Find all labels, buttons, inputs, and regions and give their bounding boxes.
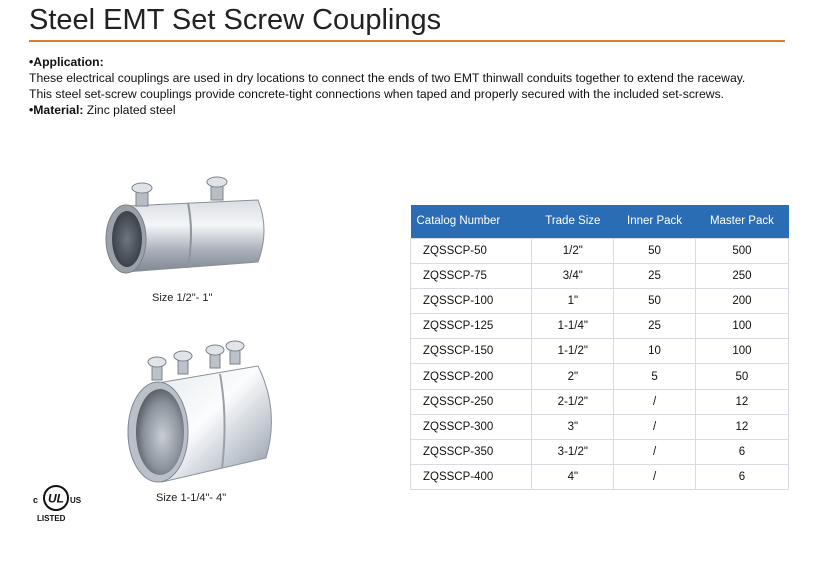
cell-trade-size: 2-1/2": [532, 389, 614, 414]
title-underline: [29, 40, 785, 42]
application-heading: •Application:: [29, 55, 104, 69]
header-master-pack: Master Pack: [695, 205, 788, 238]
large-coupling-image: [118, 340, 288, 490]
ul-listed-text: LISTED: [37, 514, 66, 523]
cell-trade-size: 3": [532, 414, 614, 439]
cell-trade-size: 1": [532, 288, 614, 313]
cell-catalog: ZQSSCP-125: [411, 314, 532, 339]
table-row: [411, 364, 789, 389]
cell-trade-size: 1-1/4": [532, 314, 614, 339]
table-row: [411, 465, 789, 490]
cell-catalog: ZQSSCP-250: [411, 389, 532, 414]
cell-master-pack: 12: [695, 414, 788, 439]
cell-inner-pack: 25: [614, 314, 696, 339]
cell-inner-pack: 10: [614, 339, 696, 364]
ul-c-letter: c: [33, 495, 39, 505]
cell-trade-size: 2": [532, 364, 614, 389]
header-inner-pack: Inner Pack: [614, 205, 696, 238]
table-row: [411, 314, 789, 339]
cell-catalog: ZQSSCP-200: [411, 364, 532, 389]
application-line-1: These electrical couplings are used in dry locations to connect the ends of two EMT thinwall conduits together to extend the raceway.: [29, 71, 746, 85]
ul-listed-logo: [30, 482, 90, 524]
table-row: [411, 389, 789, 414]
material-heading: •Material:: [29, 103, 84, 117]
ul-us-letters: US: [70, 496, 82, 505]
cell-inner-pack: 50: [614, 288, 696, 313]
table-row: [411, 238, 789, 263]
cell-master-pack: 50: [695, 364, 788, 389]
application-line-2: This steel set-screw couplings provide concrete-tight connections when taped and properly secured with the included set-screws.: [29, 87, 725, 101]
table-row: [411, 339, 789, 364]
cell-catalog: ZQSSCP-400: [411, 465, 532, 490]
table-header-row: [411, 205, 789, 238]
cell-trade-size: 3/4": [532, 263, 614, 288]
cell-inner-pack: /: [614, 389, 696, 414]
table-row: [411, 414, 789, 439]
ul-letters: UL: [48, 491, 64, 506]
header-catalog-number: Catalog Number: [411, 205, 532, 238]
description-block: [29, 54, 815, 118]
table-row: [411, 288, 789, 313]
cell-trade-size: 3-1/2": [532, 440, 614, 465]
table-row: [411, 263, 789, 288]
cell-inner-pack: /: [614, 465, 696, 490]
material-line: [29, 102, 815, 118]
cell-master-pack: 100: [695, 339, 788, 364]
small-coupling-image: [98, 172, 278, 292]
small-coupling-caption: Size 1/2"- 1": [152, 292, 213, 304]
material-value: Zinc plated steel: [83, 103, 176, 117]
cell-catalog: ZQSSCP-150: [411, 339, 532, 364]
cell-catalog: ZQSSCP-100: [411, 288, 532, 313]
cell-inner-pack: /: [614, 440, 696, 465]
cell-inner-pack: 50: [614, 238, 696, 263]
cell-master-pack: 12: [695, 389, 788, 414]
cell-catalog: ZQSSCP-350: [411, 440, 532, 465]
cell-catalog: ZQSSCP-50: [411, 238, 532, 263]
cell-inner-pack: 5: [614, 364, 696, 389]
cell-master-pack: 200: [695, 288, 788, 313]
spec-table: [410, 205, 789, 490]
cell-inner-pack: 25: [614, 263, 696, 288]
cell-master-pack: 500: [695, 238, 788, 263]
cell-master-pack: 6: [695, 465, 788, 490]
cell-master-pack: 250: [695, 263, 788, 288]
header-trade-size: Trade Size: [532, 205, 614, 238]
cell-trade-size: 1-1/2": [532, 339, 614, 364]
cell-master-pack: 100: [695, 314, 788, 339]
cell-catalog: ZQSSCP-75: [411, 263, 532, 288]
page-title: Steel EMT Set Screw Couplings: [29, 4, 442, 36]
cell-catalog: ZQSSCP-300: [411, 414, 532, 439]
table-row: [411, 440, 789, 465]
cell-inner-pack: /: [614, 414, 696, 439]
cell-trade-size: 4": [532, 465, 614, 490]
large-coupling-caption: Size 1-1/4"- 4": [156, 492, 227, 504]
cell-trade-size: 1/2": [532, 238, 614, 263]
cell-master-pack: 6: [695, 440, 788, 465]
